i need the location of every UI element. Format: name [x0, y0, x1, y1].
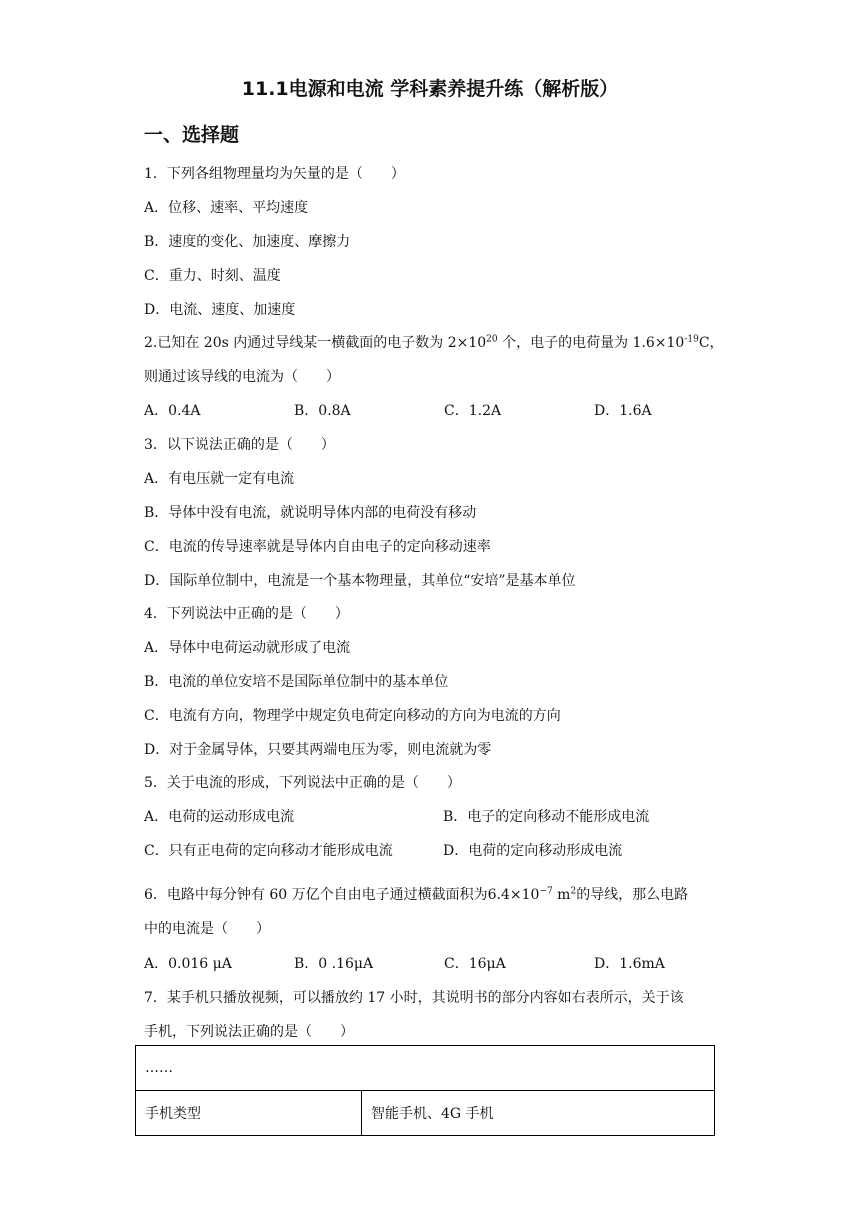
question-6-option-c: C．16μA	[444, 956, 506, 972]
question-3-option-a: A．有电压就一定有电流	[144, 471, 295, 487]
phone-spec-table	[135, 1045, 715, 1136]
question-3-stem: 3．以下说法正确的是（ ）	[144, 437, 335, 453]
table-cell-phone-type-value: 智能手机、4G 手机	[362, 1091, 715, 1136]
question-5-option-c: C．只有正电荷的定向移动才能形成电流	[144, 843, 393, 859]
question-2-stem-line2: 则通过该导线的电流为（ ）	[144, 369, 340, 385]
unit-exponent-2: 2	[570, 886, 577, 897]
question-1-option-a: A．位移、速率、平均速度	[144, 200, 309, 216]
question-2-stem-part2: 个，电子的电荷量为 1.6×10	[497, 335, 685, 351]
question-6-option-a: A．0.016 μA	[144, 956, 232, 972]
question-7-stem: 7．某手机只播放视频，可以播放约 17 小时，其说明书的部分内容如右表所示，关于该	[144, 990, 684, 1006]
question-6-option-b: B．0 .16μA	[294, 956, 374, 972]
question-2-stem-part3: C，	[698, 335, 724, 351]
table-row	[136, 1046, 715, 1091]
page-title: 11.1电源和电流 学科素养提升练（解析版）	[241, 78, 619, 100]
question-6-stem	[144, 884, 688, 904]
question-3-option-c: C．电流的传导速率就是导体内自由电子的定向移动速率	[144, 539, 491, 555]
question-1-stem: 1．下列各组物理量均为矢量的是（ ）	[144, 166, 405, 182]
area-unit: m	[552, 887, 571, 903]
question-1-option-d: D．电流、速度、加速度	[144, 302, 296, 318]
question-4-option-a: A．导体中电荷运动就形成了电流	[144, 640, 351, 656]
question-5-stem: 5．关于电流的形成，下列说法中正确的是（ ）	[144, 775, 461, 791]
question-6-stem-part2: 的导线，那么电路	[576, 887, 689, 903]
cross-section-area-value: 6.4×10	[487, 887, 540, 903]
question-4-option-b: B．电流的单位安培不是国际单位制中的基本单位	[144, 674, 449, 690]
question-3-option-b: B．导体中没有电流，就说明导体内部的电荷没有移动	[144, 505, 477, 521]
question-5-option-a: A．电荷的运动形成电流	[144, 809, 295, 825]
question-4-option-d: D．对于金属导体，只要其两端电压为零，则电流就为零	[144, 742, 492, 758]
section-heading: 一、选择题	[144, 124, 240, 146]
question-6-stem-part1: 6．电路中每分钟有 60 万亿个自由电子通过横截面积为	[144, 887, 488, 903]
exponent-minus-7: −7	[539, 886, 553, 897]
question-5-option-d: D．电荷的定向移动形成电流	[443, 843, 623, 859]
question-2-stem-part1: 2.已知在 20s 内通过导线某一横截面的电子数为 2×10	[144, 335, 487, 351]
question-2-option-a: A．0.4A	[144, 403, 201, 419]
table-row	[136, 1091, 715, 1136]
question-1-option-c: C．重力、时刻、温度	[144, 268, 281, 284]
table-cell-phone-type-label: 手机类型	[136, 1091, 362, 1136]
exponent-20: 20	[486, 334, 498, 345]
question-3-option-d: D．国际单位制中，电流是一个基本物理量，其单位“安培”是基本单位	[144, 573, 576, 589]
table-cell-ellipsis: ……	[136, 1046, 715, 1091]
exponent-minus-19: -19	[684, 334, 699, 345]
question-7-stem-line2: 手机，下列说法正确的是（ ）	[144, 1024, 354, 1040]
question-2-option-d: D．1.6A	[594, 403, 652, 419]
question-6-option-d: D．1.6mA	[594, 956, 665, 972]
question-4-stem: 4．下列说法中正确的是（ ）	[144, 606, 349, 622]
question-2-option-b: B．0.8A	[294, 403, 351, 419]
question-2-option-c: C．1.2A	[444, 403, 502, 419]
question-4-option-c: C．电流有方向，物理学中规定负电荷定向移动的方向为电流的方向	[144, 708, 561, 724]
question-6-stem-line2: 中的电流是（ ）	[144, 921, 270, 937]
question-1-option-b: B．速度的变化、加速度、摩擦力	[144, 234, 351, 250]
question-5-option-b: B．电子的定向移动不能形成电流	[443, 809, 650, 825]
question-2-stem	[144, 332, 724, 352]
